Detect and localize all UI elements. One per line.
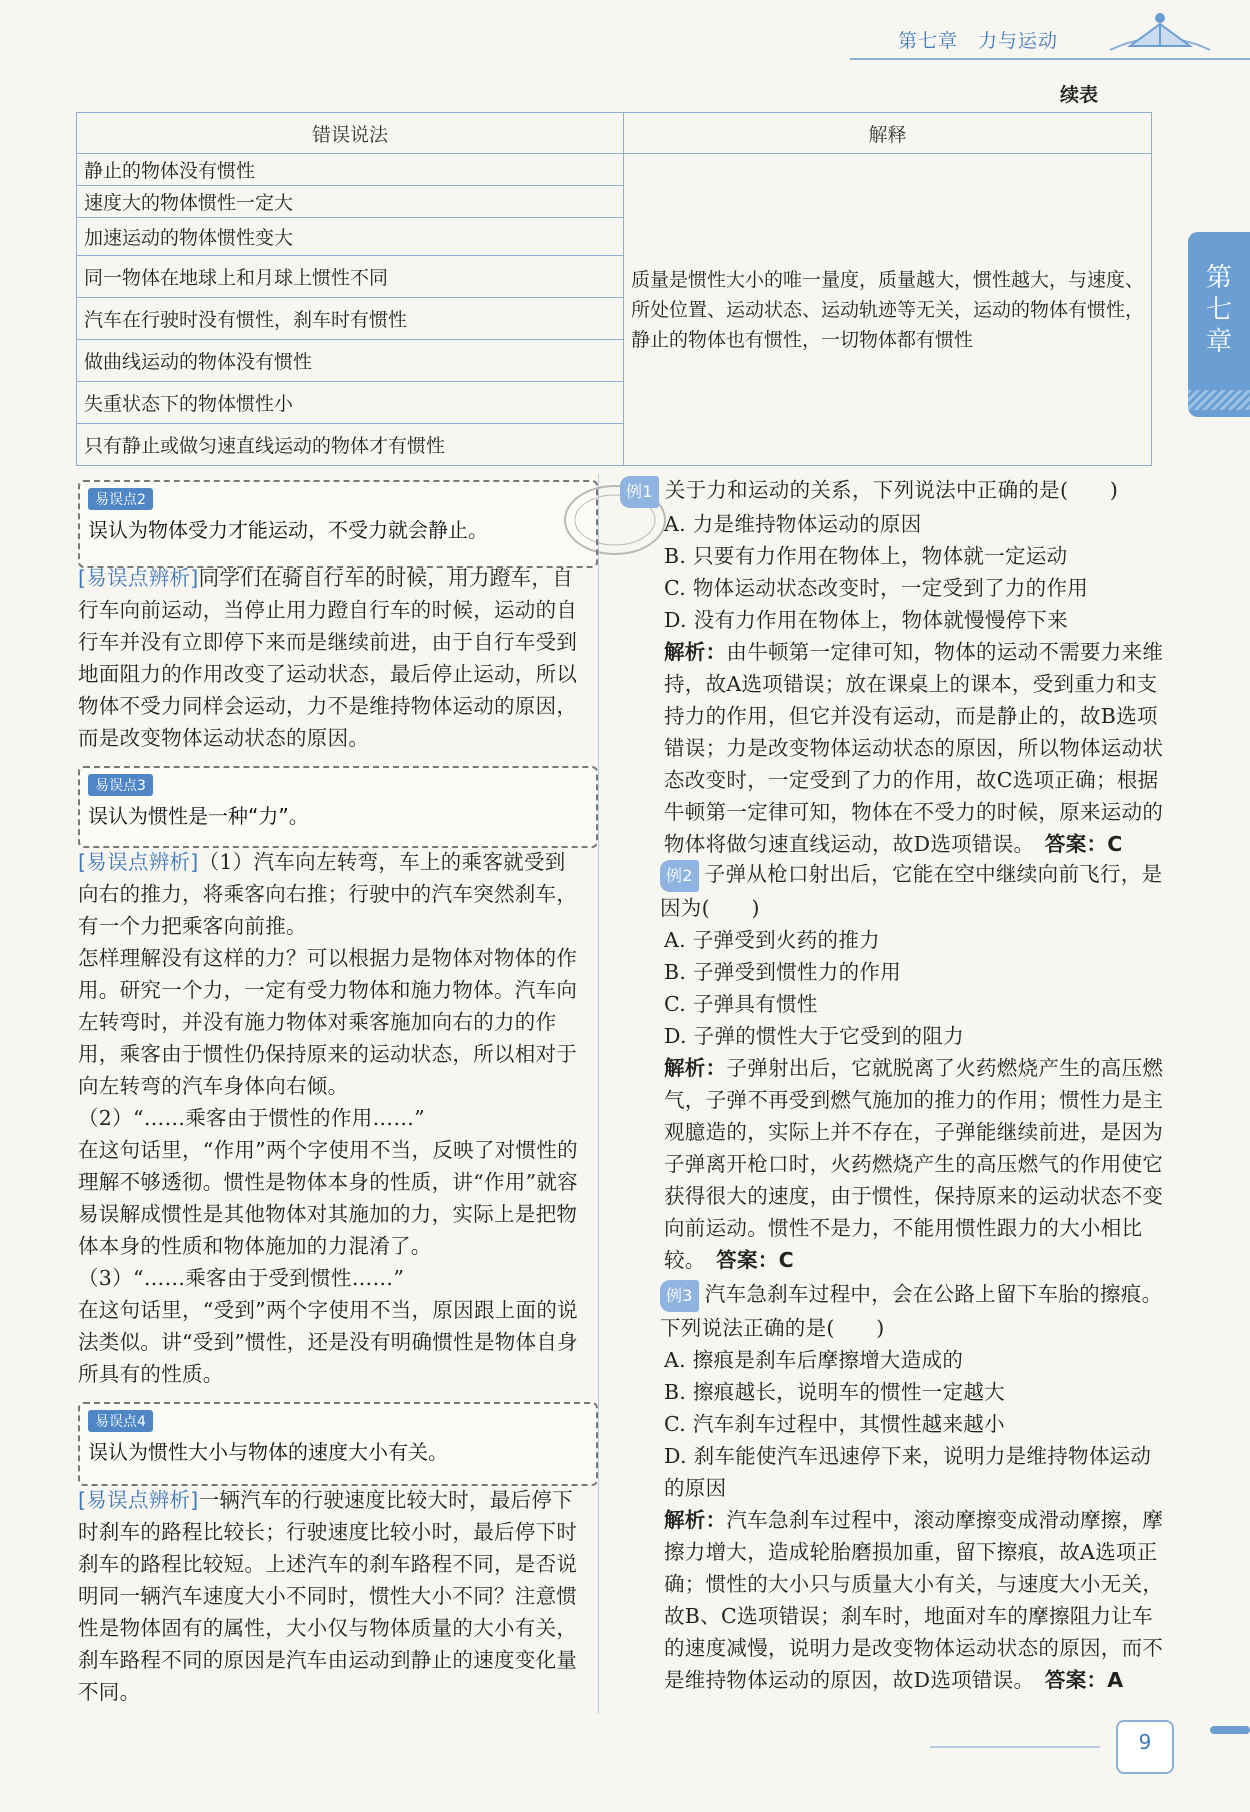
chapter-title: 第七章 力与运动 [898,30,1059,52]
table-row: 同一物体在地球上和月球上惯性不同 [77,256,624,298]
analysis-text: （1）汽车向左转弯，车上的乘客就受到向右的推力，将乘客向右推；行驶中的汽车突然刹车，有一个力把乘客向前推。 [78,850,578,938]
table-row: 做曲线运动的物体没有惯性 [77,340,624,382]
footer-decoration [1210,1726,1250,1734]
analysis-tag: [易误点辨析] [78,566,199,590]
analysis-text: （2）“……乘客由于惯性的作用……” [78,1106,425,1130]
pitfall-box-2 [78,480,598,568]
pitfall-text: 误认为惯性是一种“力”。 [88,804,309,828]
chapter-side-tab-label: 第七章 [1205,263,1232,357]
continued-label: 续表 [1060,84,1099,106]
footer-rule [930,1746,1100,1748]
pitfall-text: 误认为物体受力才能运动，不受力就会静止。 [88,518,488,542]
option-a: A. 力是维持物体运动的原因 [664,512,922,536]
example-stem: 关于力和运动的关系，下列说法中正确的是( ) [664,478,1119,502]
option-d: D. 没有力作用在物体上，物体就慢慢停下来 [664,608,1069,632]
table-header-explanation: 解释 [624,113,1152,154]
book-icon [1100,6,1220,58]
pitfall-label: 易误点3 [88,774,153,796]
option-c: C. 物体运动状态改变时，一定受到了力的作用 [664,576,1089,600]
analysis-block-2 [78,562,578,754]
example-tag: 例1 [620,476,659,508]
example-answer: 答案：A [1044,1668,1124,1692]
option-a: A. 擦痕是刹车后摩擦增大造成的 [664,1348,964,1372]
example-analysis: 子弹射出后，它就脱离了火药燃烧产生的高压燃气，子弹不再受到燃气施加的推力的作用；惯性力是主观臆造的，实际上并不存在，子弹能继续前进，是因为子弹离开枪口时，火药燃烧产生的高压燃气的作用使它获得很大的速度，由于惯性，保持原来的运动状态不变向前运动。惯性不是力，不能用惯性跟力的大小相比较。 [664,1056,1164,1272]
analysis-label: 解析： [664,1508,727,1532]
example-3 [620,1278,1170,1696]
option-d: D. 刹车能使汽车迅速停下来，说明力是维持物体运动的原因 [664,1444,1152,1500]
analysis-text: 怎样理解没有这样的力？可以根据力是物体对物体的作用。研究一个力，一定有受力物体和施力物体。汽车向左转弯时，并没有施力物体对乘客施加向右的力的作用，乘客由于惯性仍保持原来的运动状态，所以相对于向左转弯的汽车身体向右倾。 [78,946,578,1098]
option-b: B. 子弹受到惯性力的作用 [664,960,901,984]
analysis-text: 在这句话里，“作用”两个字使用不当，反映了对惯性的理解不够透彻。惯性是物体本身的性质，讲“作用”就容易误解成惯性是其他物体对其施加的力，实际上是把物体本身的性质和物体施加的力混淆了。 [78,1138,578,1258]
example-answer: 答案：C [716,1248,794,1272]
table-explanation: 质量是惯性大小的唯一量度，质量越大，惯性越大，与速度、所处位置、运动状态、运动轨迹等无关，运动的物体有惯性，静止的物体也有惯性，一切物体都有惯性 [624,154,1152,466]
side-tab-decoration [1188,390,1250,410]
example-tag: 例3 [660,1280,699,1312]
pitfall-label: 易误点2 [88,488,153,510]
analysis-block-4 [78,1484,578,1708]
option-b: B. 只要有力作用在物体上，物体就一定运动 [664,544,1068,568]
table-header-wrong: 错误说法 [77,113,624,154]
pitfall-text: 误认为惯性大小与物体的速度大小有关。 [88,1440,448,1464]
pitfall-box-3 [78,766,598,848]
analysis-block-3 [78,846,578,1390]
example-analysis: 由牛顿第一定律可知，物体的运动不需要力来维持，故A选项错误；放在课桌上的课本，受到重力和支持力的作用，但它并没有运动，而是静止的，故B选项错误；力是改变物体运动状态的原因，所以物体运动状态改变时，一定受到了力的作用，故C选项正确；根据牛顿第一定律可知，物体在不受力的时候，原来运动的物体将做匀速直线运动，故D选项错误。 [664,640,1164,856]
analysis-tag: [易误点辨析] [78,1488,199,1512]
pitfall-box-4 [78,1402,598,1486]
page-number: 9 [1138,1730,1152,1754]
table-row: 汽车在行驶时没有惯性，刹车时有惯性 [77,298,624,340]
analysis-text: 同学们在骑自行车的时候，用力蹬车，自行车向前运动，当停止用力蹬自行车的时候，运动的自行车并没有立即停下来而是继续前进，由于自行车受到地面阻力的作用改变了运动状态，最后停止运动，所以物体不受力同样会运动，力不是维持物体运动的原因，而是改变物体运动状态的原因。 [78,566,578,750]
analysis-text: 在这句话里，“受到”两个字使用不当，原因跟上面的说法类似。讲“受到”惯性，还是没有明确惯性是物体自身所具有的性质。 [78,1298,578,1386]
table-row: 只有静止或做匀速直线运动的物体才有惯性 [77,424,624,466]
analysis-text: （3）“……乘客由于受到惯性……” [78,1266,405,1290]
analysis-label: 解析： [664,640,727,664]
option-c: C. 汽车刹车过程中，其惯性越来越小 [664,1412,1005,1436]
misconception-table [76,112,1152,466]
table-row: 速度大的物体惯性一定大 [77,186,624,218]
table-row: 加速运动的物体惯性变大 [77,218,624,256]
column-divider [598,474,599,1714]
option-c: C. 子弹具有惯性 [664,992,818,1016]
pitfall-label: 易误点4 [88,1410,153,1432]
example-tag: 例2 [660,860,699,892]
analysis-tag: [易误点辨析] [78,850,199,874]
example-stem: 子弹从枪口射出后，它能在空中继续向前飞行，是因为( ) [660,862,1163,920]
analysis-text: 一辆汽车的行驶速度比较大时，最后停下时刹车的路程比较长；行驶速度比较小时，最后停下时刹车的路程比较短。上述汽车的刹车路程不同，是否说明同一辆汽车速度大小不同时，惯性大小不同？注意惯性是物体固有的属性，大小仅与物体质量的大小有关，刹车路程不同的原因是汽车由运动到静止的速度变化量不同。 [78,1488,578,1704]
analysis-label: 解析： [664,1056,727,1080]
header-rule [850,58,1250,60]
option-b: B. 擦痕越长，说明车的惯性一定越大 [664,1380,1005,1404]
table-row: 失重状态下的物体惯性小 [77,382,624,424]
option-a: A. 子弹受到火药的推力 [664,928,880,952]
example-1 [620,474,1170,860]
option-d: D. 子弹的惯性大于它受到的阻力 [664,1024,965,1048]
table-row: 静止的物体没有惯性 [77,154,624,186]
example-2 [620,858,1170,1276]
example-stem: 汽车急刹车过程中，会在公路上留下车胎的擦痕。下列说法正确的是( ) [660,1282,1163,1340]
example-answer: 答案：C [1044,832,1123,856]
example-analysis: 汽车急刹车过程中，滚动摩擦变成滑动摩擦，摩擦力增大，造成轮胎磨损加重，留下擦痕，故A选项正确；惯性的大小只与质量大小有关，与速度大小无关，故B、C选项错误；刹车时，地面对车的摩擦阻力让车的速度减慢，说明力是改变物体运动状态的原因，而不是维持物体运动的原因，故D选项错误。 [664,1508,1164,1692]
